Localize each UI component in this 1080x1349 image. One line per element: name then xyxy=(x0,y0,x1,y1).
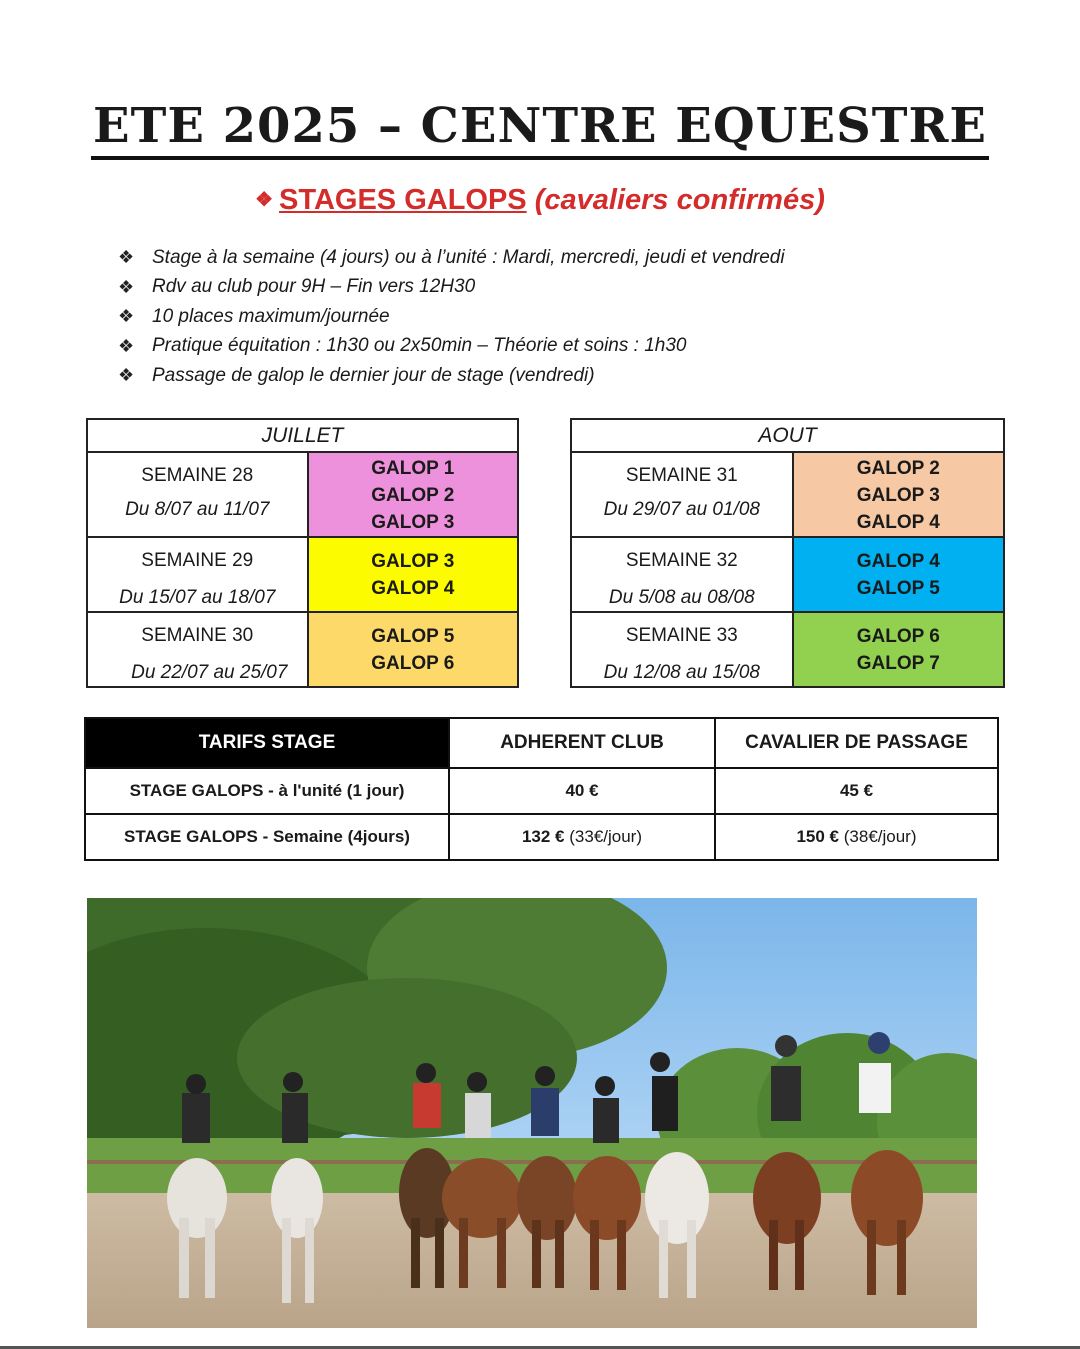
diamond-bullet-icon: ❖ xyxy=(118,306,135,327)
juillet-header: JUILLET xyxy=(87,419,518,452)
table-row xyxy=(571,452,1004,537)
diamond-bullet-icon: ❖ xyxy=(118,276,135,297)
table-row xyxy=(571,537,1004,612)
diamond-bullet-icon: ❖ xyxy=(118,335,135,356)
aout-table xyxy=(570,418,1005,688)
section-subtitle xyxy=(0,184,1080,217)
diamond-bullet-icon: ❖ xyxy=(255,189,274,211)
subtitle-paren: (cavaliers confirmés) xyxy=(534,184,825,216)
table-row xyxy=(85,814,998,860)
table-header-row xyxy=(85,718,998,768)
aout-header: AOUT xyxy=(571,419,1004,452)
week-cell: SEMAINE 29 Du 15/07 au 18/07 xyxy=(87,537,308,612)
adherent-header: ADHERENT CLUB xyxy=(449,718,715,768)
adherent-price: 40 € xyxy=(449,768,715,814)
list-item: ❖ Stage à la semaine (4 jours) ou à l’unité : Mardi, mercredi, jeudi et vendredi xyxy=(118,246,785,268)
table-row xyxy=(571,612,1004,687)
adherent-price: 132 € (33€/jour) xyxy=(449,814,715,860)
juillet-table xyxy=(86,418,519,688)
week-cell: SEMAINE 31 Du 29/07 au 01/08 xyxy=(571,452,793,537)
list-item: ❖ 10 places maximum/journée xyxy=(118,305,390,327)
page-title: ETE 2025 – CENTRE EQUESTRE xyxy=(0,98,1080,154)
week-cell: SEMAINE 33 Du 12/08 au 15/08 xyxy=(571,612,793,687)
tarif-label: STAGE GALOPS - à l'unité (1 jour) xyxy=(85,768,449,814)
list-item: ❖ Pratique équitation : 1h30 ou 2x50min – Théorie et soins : 1h30 xyxy=(118,335,687,357)
list-item: ❖ Passage de galop le dernier jour de stage (vendredi) xyxy=(118,364,595,386)
diamond-bullet-icon: ❖ xyxy=(118,365,135,386)
passage-header: CAVALIER DE PASSAGE xyxy=(715,718,998,768)
subtitle-lead: STAGES GALOPS xyxy=(279,184,527,216)
passage-price: 45 € xyxy=(715,768,998,814)
info-list xyxy=(118,243,1018,391)
galop-cell: GALOP 5 GALOP 6 xyxy=(308,612,518,687)
week-cell: SEMAINE 30 Du 22/07 au 25/07 xyxy=(87,612,308,687)
riders-photo xyxy=(87,898,977,1328)
galop-cell: GALOP 3 GALOP 4 xyxy=(308,537,518,612)
table-row xyxy=(87,537,518,612)
week-cell: SEMAINE 32 Du 5/08 au 08/08 xyxy=(571,537,793,612)
galop-cell: GALOP 4 GALOP 5 xyxy=(793,537,1004,612)
tarif-label: STAGE GALOPS - Semaine (4jours) xyxy=(85,814,449,860)
table-row xyxy=(85,768,998,814)
galop-cell: GALOP 6 GALOP 7 xyxy=(793,612,1004,687)
galop-cell: GALOP 1 GALOP 2 GALOP 3 xyxy=(308,452,518,537)
table-row xyxy=(87,612,518,687)
list-item: ❖ Rdv au club pour 9H – Fin vers 12H30 xyxy=(118,276,476,298)
tarifs-header: TARIFS STAGE xyxy=(85,718,449,768)
galop-cell: GALOP 2 GALOP 3 GALOP 4 xyxy=(793,452,1004,537)
table-row xyxy=(87,452,518,537)
week-cell: SEMAINE 28 Du 8/07 au 11/07 xyxy=(87,452,308,537)
diamond-bullet-icon: ❖ xyxy=(118,247,135,268)
passage-price: 150 € (38€/jour) xyxy=(715,814,998,860)
tarifs-table xyxy=(84,717,999,861)
